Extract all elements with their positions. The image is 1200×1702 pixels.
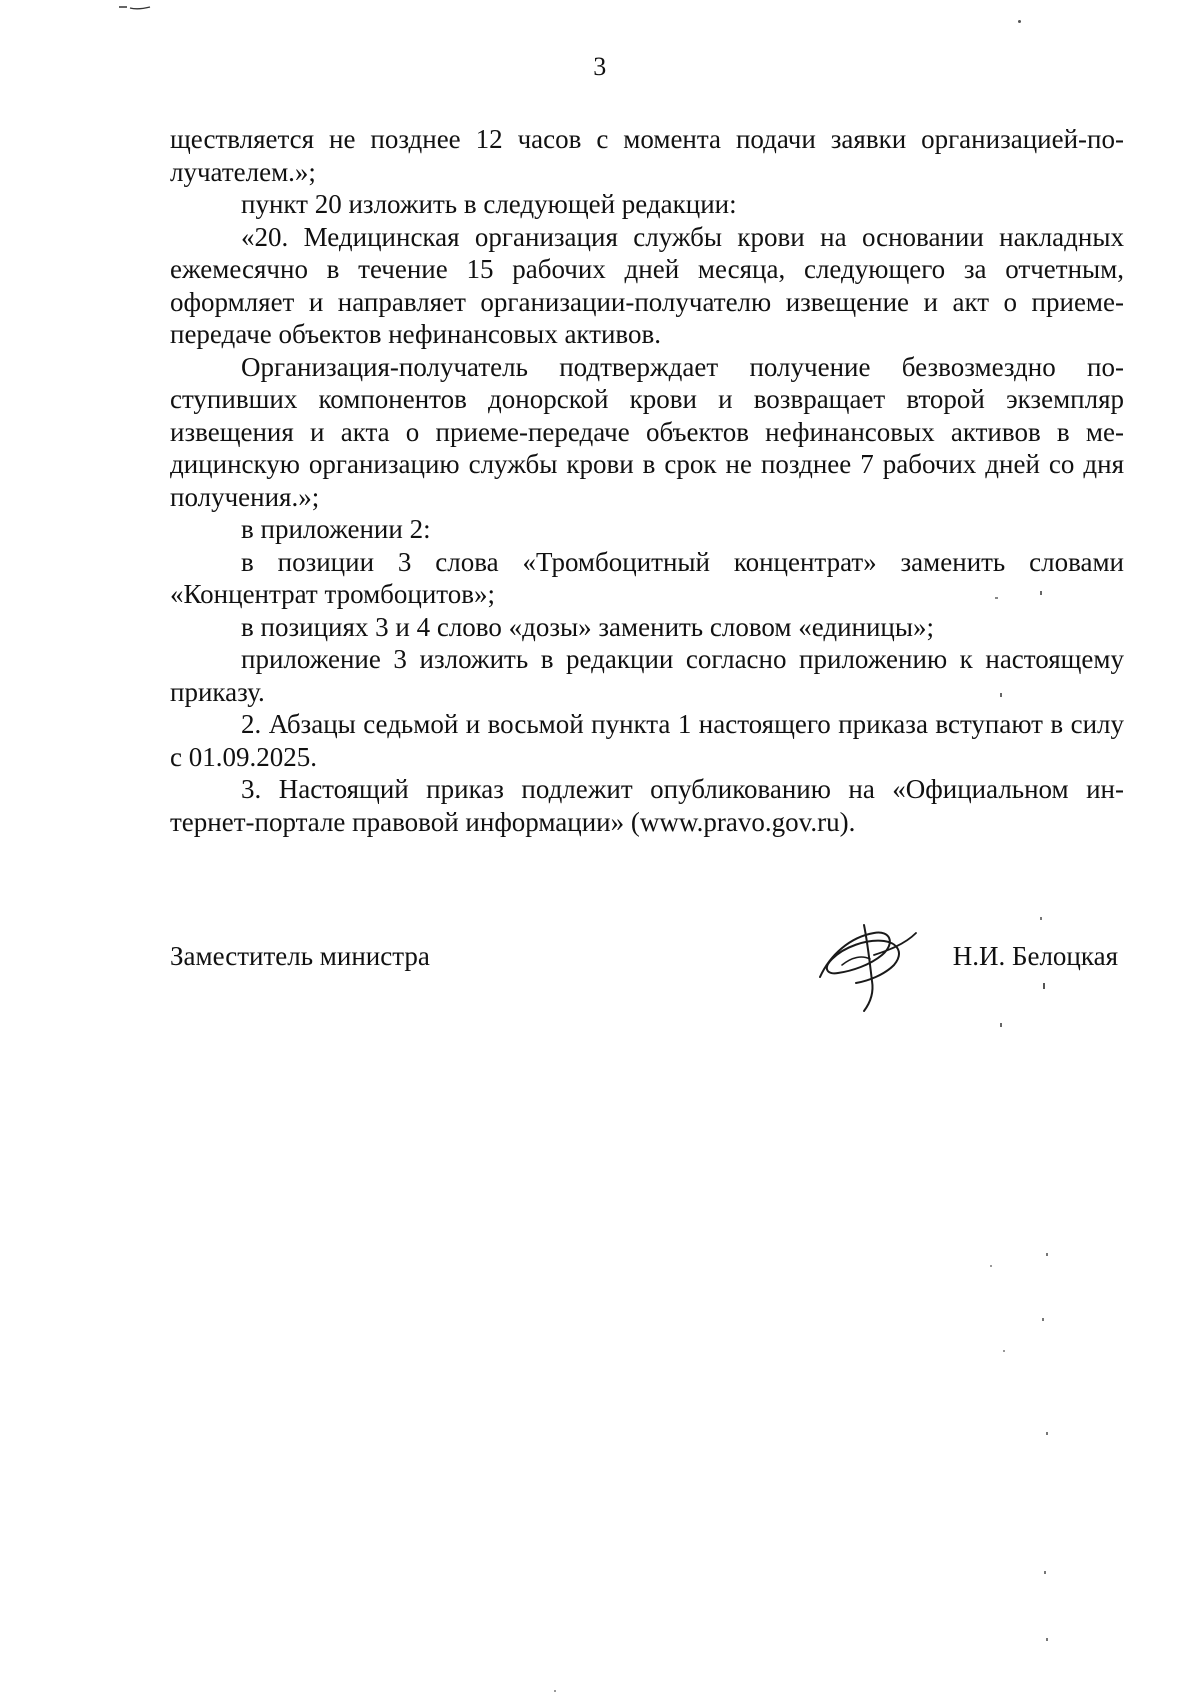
scan-speck (1046, 1638, 1048, 1641)
scan-speck (1043, 983, 1045, 989)
paragraph-9: 2. Абзацы седьмой и восьмой пункта 1 настоящего приказа вступают в силу с 01.09.2025. (170, 709, 1124, 772)
document-body (170, 123, 1124, 838)
scan-speck (1044, 1571, 1046, 1574)
paragraph-5: в приложении 2: (241, 514, 431, 544)
paragraph-1: ществляется не позднее 12 часов с момента подачи заявки организацией-получателем.»; (170, 124, 1124, 187)
scan-speck (1040, 917, 1042, 920)
handwritten-signature (812, 915, 924, 1015)
scan-speck (1046, 1432, 1048, 1435)
scan-speck (995, 597, 998, 599)
page-number: 3 (593, 52, 607, 81)
scan-artifact-mark (118, 0, 152, 12)
paragraph-4: Организация-получатель подтверждает получение безвозмездно поступивших компонентов донорской крови и возвращает второй экземпляр извещения и акта о приеме-передаче объектов нефинансовых активов в медицинскую организацию службы крови в срок не позднее 7 рабочих дней со дня получения.»; (170, 351, 1124, 512)
scan-speck (990, 1265, 992, 1267)
paragraph-10: 3. Настоящий приказ подлежит опубликованию на «Официальном интернет-портале правовой информации» (www.pravo.gov.ru). (170, 774, 1124, 837)
scan-speck (1000, 1023, 1002, 1027)
paragraph-2: пункт 20 изложить в следующей редакции: (241, 189, 737, 219)
scan-speck (1003, 1350, 1005, 1352)
scan-speck (1046, 1253, 1048, 1256)
scan-speck (1000, 693, 1002, 697)
paragraph-7: в позициях 3 и 4 слово «дозы» заменить словом «единицы»; (241, 611, 935, 642)
paragraph-6: в позиции 3 слова «Тромбоцитный концентрат» заменить словами «Концентрат тромбоцитов»; (170, 546, 1124, 609)
scan-speck (1040, 591, 1042, 595)
signatory-title: Заместитель министра (170, 941, 430, 971)
paragraph-3: «20. Медицинская организация службы крови на основании накладных ежемесячно в течение 15 рабочих дней месяца, следующего за отчетным, оформляет и направляет организации-получателю извещение и акт о приеме-передаче объектов нефинансовых активов. (170, 221, 1124, 349)
signatory-name: Н.И. Белоцкая (952, 941, 1118, 971)
scan-speck (1018, 20, 1021, 23)
paragraph-8: приложение 3 изложить в редакции согласно приложению к настоящему приказу. (170, 644, 1124, 707)
scan-speck (554, 1690, 556, 1692)
scan-speck (1042, 1318, 1044, 1321)
